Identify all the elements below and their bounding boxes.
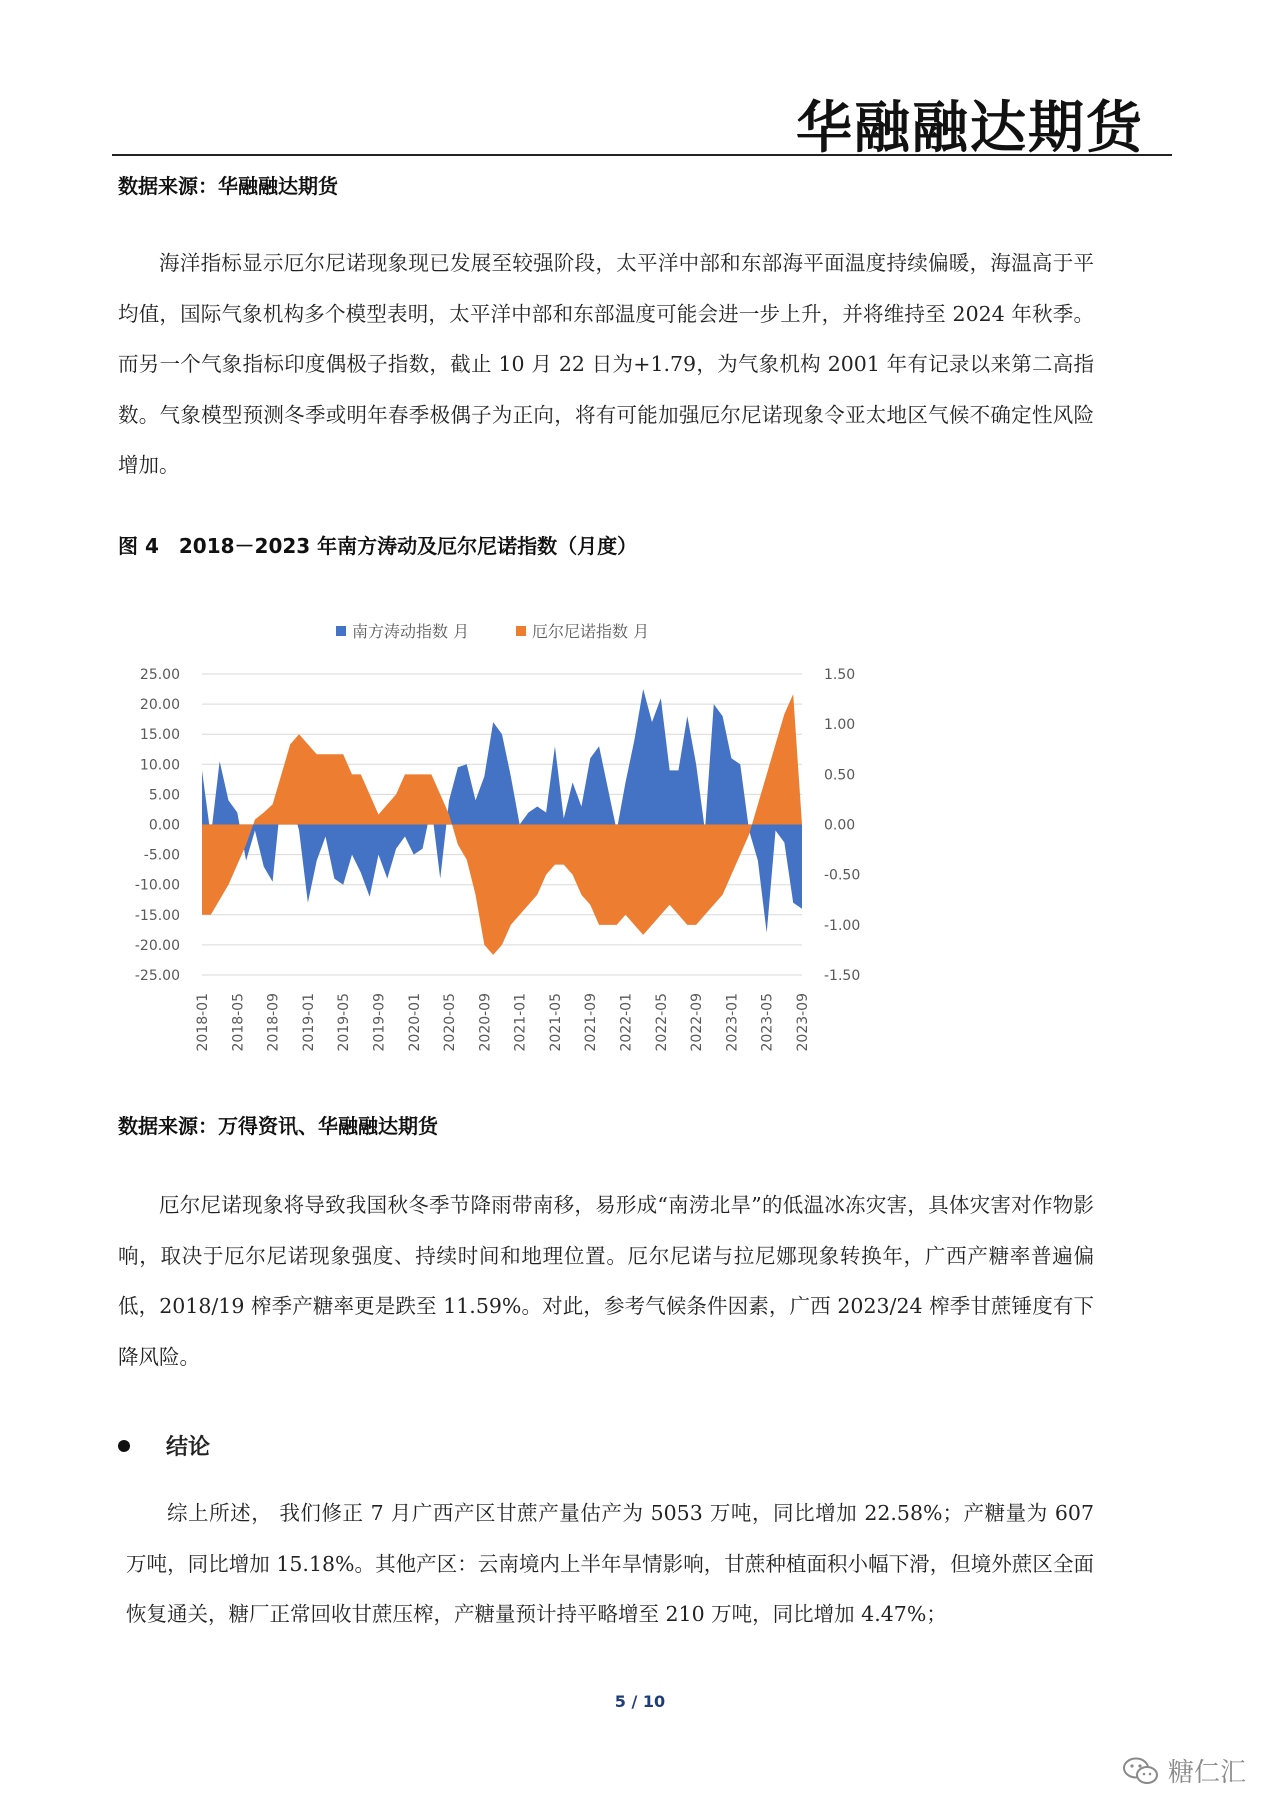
figure-title: 图 4 2018－2023 年南方涛动及厄尔尼诺指数（月度） xyxy=(118,534,638,558)
legend-label: 厄尔尼诺指数 月 xyxy=(532,622,650,641)
y-tick-left: 15.00 xyxy=(139,727,180,744)
soi-el-nino-chart xyxy=(112,600,872,1070)
paragraph-text: 厄尔尼诺现象将导致我国秋冬季节降雨带南移，易形成“南涝北旱”的低温冰冻灾害，具体灾害对作物影响，取决于厄尔尼诺现象强度、持续时间和地理位置。厄尔尼诺与拉尼娜现象转换年，广西产糖率普遍偏低，2018/19 榨季产糖率更是跌至 11.59%。对此，参考气候条件因素，广西 2023/24 榨季甘蔗锤度有下降风险。 xyxy=(118,1193,1094,1369)
conclusion-label: 结论 xyxy=(166,1435,211,1460)
x-tick: 2023-09 xyxy=(795,993,811,1052)
y-tick-right: 1.00 xyxy=(824,717,856,734)
y-tick-right: 1.50 xyxy=(824,667,856,683)
header-rule xyxy=(112,154,1172,156)
y-tick-left: -15.00 xyxy=(134,907,180,924)
paragraph-impact xyxy=(118,1180,1094,1382)
x-tick: 2019-01 xyxy=(300,993,317,1052)
y-tick-right: 0.00 xyxy=(824,817,856,834)
y-tick-left: -10.00 xyxy=(134,877,180,894)
data-source-label-2: 数据来源：万得资讯、华融融达期货 xyxy=(118,1114,438,1138)
paragraph-conclusion xyxy=(126,1488,1094,1640)
x-tick: 2020-09 xyxy=(477,993,494,1052)
conclusion-heading xyxy=(118,1430,210,1461)
x-tick: 2018-05 xyxy=(230,993,247,1052)
x-tick: 2021-09 xyxy=(583,993,600,1052)
paragraph-el-nino xyxy=(118,238,1094,491)
x-tick: 2023-05 xyxy=(759,993,776,1052)
watermark xyxy=(1122,1752,1246,1789)
x-tick: 2022-09 xyxy=(689,993,706,1052)
x-tick: 2023-01 xyxy=(724,993,741,1052)
x-tick: 2019-05 xyxy=(336,993,353,1052)
y-tick-left: -25.00 xyxy=(134,968,180,984)
page-number: 5 / 10 xyxy=(614,1692,666,1711)
x-tick: 2020-05 xyxy=(442,993,459,1052)
bullet-dot xyxy=(118,1440,130,1452)
paragraph-text: 海洋指标显示厄尔尼诺现象现已发展至较强阶段，太平洋中部和东部海平面温度持续偏暖，海温高于平均值，国际气象机构多个模型表明，太平洋中部和东部温度可能会进一步上升，并将维持至 2024 年秋季。而另一个气象指标印度偶极子指数，截止 10 月 22 日为+1.79，为气象机构 2001 年有记录以来第二高指数。气象模型预测冬季或明年春季极偶子为正向，将有可能加强厄尔尼诺现象令亚太地区气候不确定性风险增加。 xyxy=(118,251,1094,477)
x-tick: 2018-09 xyxy=(265,993,282,1052)
y-tick-right: -1.00 xyxy=(824,917,861,934)
legend-swatch xyxy=(516,626,526,636)
y-tick-right: 0.50 xyxy=(824,767,856,784)
watermark-text: 糖仁汇 xyxy=(1167,1758,1246,1788)
wechat-icon xyxy=(1122,1756,1160,1786)
y-tick-left: -5.00 xyxy=(143,847,180,864)
y-tick-right: -0.50 xyxy=(824,867,861,884)
x-tick: 2022-01 xyxy=(618,993,635,1052)
x-tick: 2022-05 xyxy=(653,993,670,1052)
x-tick: 2021-01 xyxy=(512,993,529,1052)
y-tick-left: -20.00 xyxy=(134,937,180,954)
y-tick-left: 5.00 xyxy=(148,787,180,804)
data-source-label: 数据来源：华融融达期货 xyxy=(118,174,338,198)
paragraph-text: 综上所述， 我们修正 7 月广西产区甘蔗产量估产为 5053 万吨，同比增加 22.58%；产糖量为 607 万吨，同比增加 15.18%。其他产区：云南境内上半年旱情影响，甘蔗种植面积小幅下滑，但境外蔗区全面恢复通关，糖厂正常回收甘蔗压榨，产糖量预计持平略增至 210 万吨，同比增加 4.47%； xyxy=(126,1501,1094,1626)
legend-swatch xyxy=(336,626,346,636)
x-tick: 2020-01 xyxy=(406,993,423,1052)
company-logo: 华融融达期货 xyxy=(796,96,1144,161)
y-tick-left: 25.00 xyxy=(139,667,180,683)
x-tick: 2021-05 xyxy=(547,993,564,1052)
chart-canvas xyxy=(112,600,872,1070)
x-tick: 2018-01 xyxy=(195,993,211,1052)
legend-label: 南方涛动指数 月 xyxy=(352,622,470,641)
y-tick-right: -1.50 xyxy=(824,968,861,984)
y-tick-left: 10.00 xyxy=(139,757,180,774)
x-tick: 2019-09 xyxy=(371,993,388,1052)
y-tick-left: 20.00 xyxy=(139,697,180,714)
y-tick-left: 0.00 xyxy=(148,817,180,834)
